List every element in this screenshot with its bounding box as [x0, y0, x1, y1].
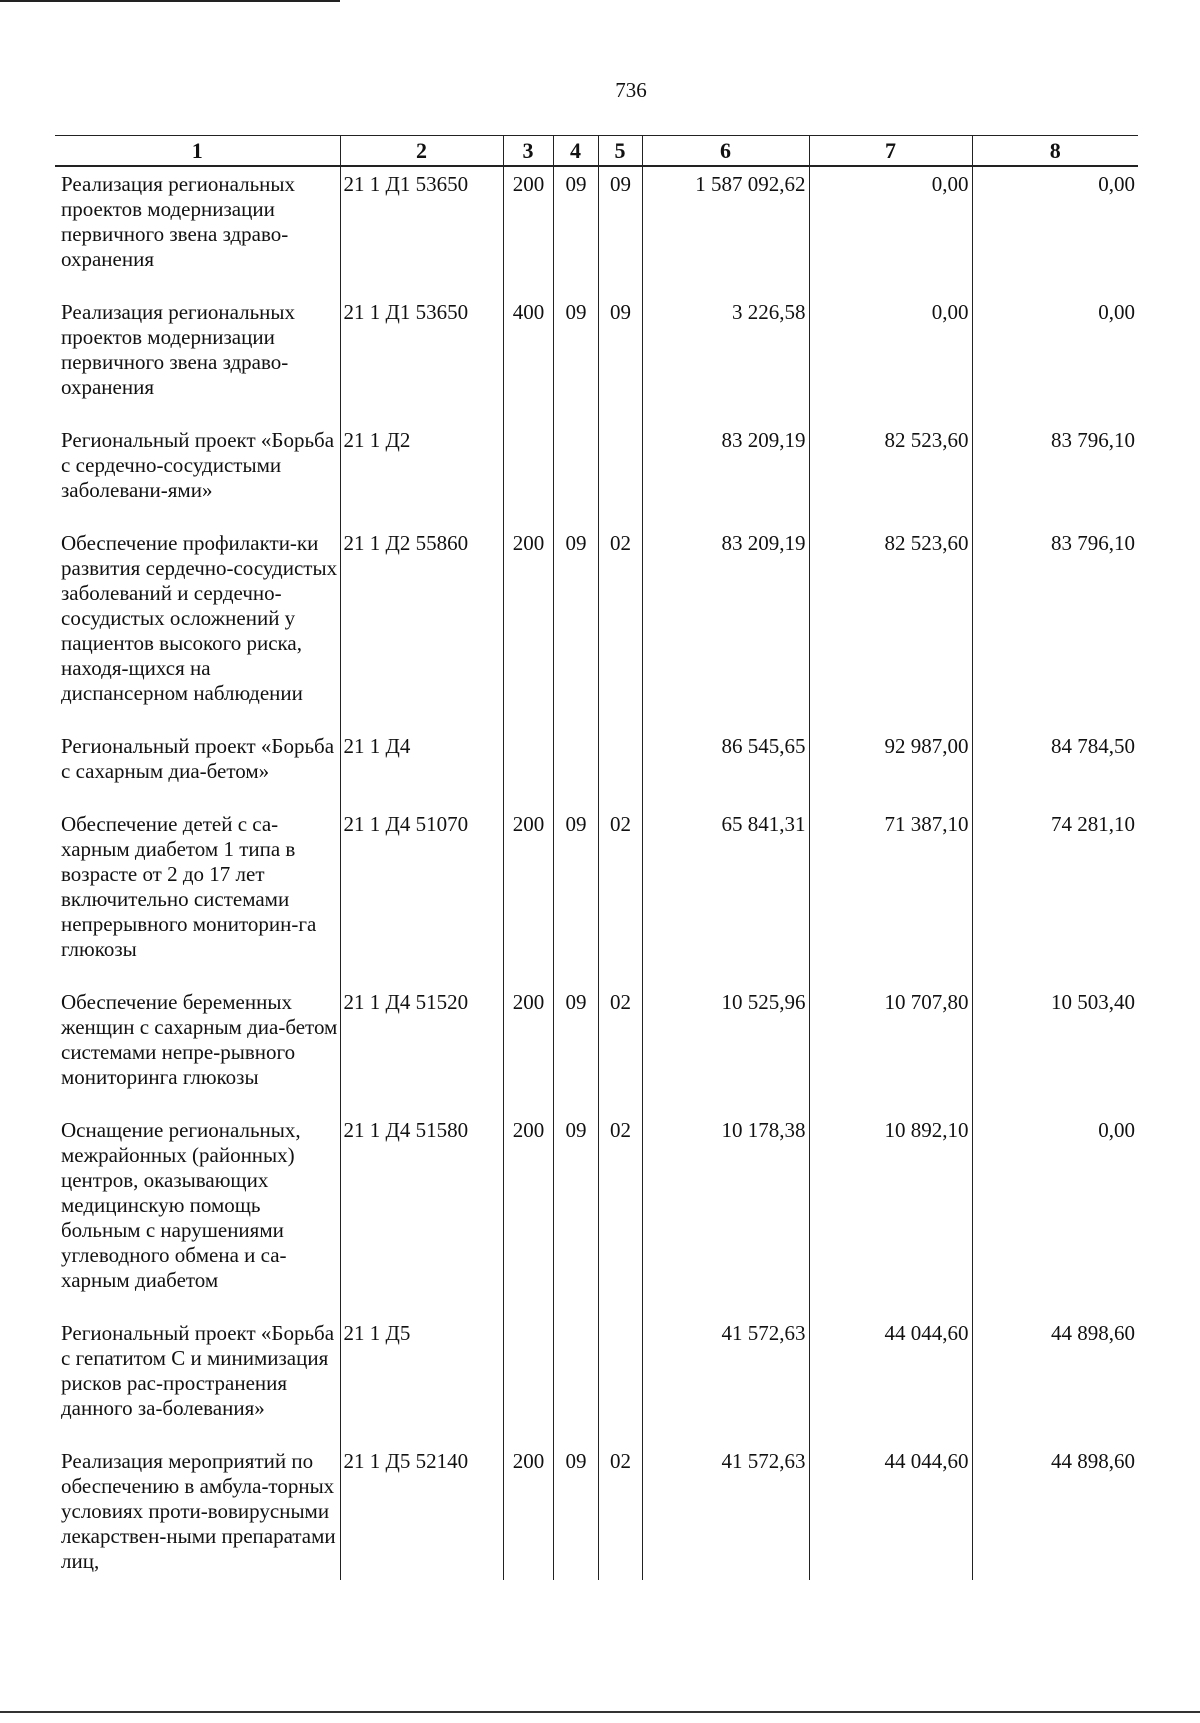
row-name: Реализация мероприятий по обеспечению в амбула-торных условиях проти-вовирусными лекарствен-ными препаратами лиц, — [61, 1449, 336, 1573]
row-code: 21 1 Д2 — [340, 422, 503, 525]
row-col8: 83 796,10 — [972, 525, 1138, 728]
row-col3 — [503, 422, 553, 525]
row-code: 21 1 Д1 53650 — [340, 166, 503, 294]
budget-table — [55, 135, 1138, 1580]
row-col6: 10 525,96 — [642, 984, 809, 1112]
row-col6: 10 178,38 — [642, 1112, 809, 1315]
row-col5: 02 — [598, 1443, 642, 1580]
table-header-row — [55, 136, 1138, 167]
row-col4: 09 — [553, 1112, 598, 1315]
row-name: Оснащение региональных, межрайонных (районных) центров, оказывающих медицинскую помощь больным с нарушениями углеводного обмена и са-харным диабетом — [61, 1118, 301, 1292]
table-row — [55, 422, 1138, 525]
row-col4: 09 — [553, 806, 598, 984]
column-header-2: 2 — [340, 136, 503, 167]
row-col6: 65 841,31 — [642, 806, 809, 984]
row-col6: 41 572,63 — [642, 1443, 809, 1580]
row-col6: 86 545,65 — [642, 728, 809, 806]
column-header-3: 3 — [503, 136, 553, 167]
row-col6: 3 226,58 — [642, 294, 809, 422]
row-col3: 200 — [503, 984, 553, 1112]
row-code: 21 1 Д5 — [340, 1315, 503, 1443]
row-col3: 200 — [503, 166, 553, 294]
row-col3 — [503, 1315, 553, 1443]
row-code: 21 1 Д5 52140 — [340, 1443, 503, 1580]
row-col3: 200 — [503, 806, 553, 984]
row-col5: 09 — [598, 166, 642, 294]
row-code: 21 1 Д4 51070 — [340, 806, 503, 984]
row-col7: 44 044,60 — [809, 1315, 972, 1443]
row-col8: 0,00 — [972, 294, 1138, 422]
table-row — [55, 984, 1138, 1112]
table-row — [55, 1112, 1138, 1315]
row-col4: 09 — [553, 294, 598, 422]
row-name: Обеспечение беременных женщин с сахарным диа-бетом системами непре-рывного мониторинга глюкозы — [61, 990, 338, 1089]
row-col6: 83 209,19 — [642, 525, 809, 728]
row-col8: 44 898,60 — [972, 1315, 1138, 1443]
row-name: Реализация региональных проектов модернизации первичного звена здраво-охранения — [61, 172, 296, 271]
row-col3: 400 — [503, 294, 553, 422]
table-row — [55, 1315, 1138, 1443]
row-col6: 41 572,63 — [642, 1315, 809, 1443]
row-col7: 10 707,80 — [809, 984, 972, 1112]
row-col8: 74 281,10 — [972, 806, 1138, 984]
row-col5 — [598, 422, 642, 525]
column-header-7: 7 — [809, 136, 972, 167]
table-row — [55, 294, 1138, 422]
table-row — [55, 728, 1138, 806]
row-col5: 02 — [598, 806, 642, 984]
column-header-6: 6 — [642, 136, 809, 167]
table-row — [55, 806, 1138, 984]
row-col7: 82 523,60 — [809, 422, 972, 525]
row-col5 — [598, 1315, 642, 1443]
row-col8: 10 503,40 — [972, 984, 1138, 1112]
row-code: 21 1 Д4 — [340, 728, 503, 806]
row-code: 21 1 Д2 55860 — [340, 525, 503, 728]
row-col5: 02 — [598, 984, 642, 1112]
row-col5: 09 — [598, 294, 642, 422]
row-col7: 44 044,60 — [809, 1443, 972, 1580]
column-header-5: 5 — [598, 136, 642, 167]
row-col7: 0,00 — [809, 166, 972, 294]
row-code: 21 1 Д4 51520 — [340, 984, 503, 1112]
column-header-4: 4 — [553, 136, 598, 167]
row-col6: 1 587 092,62 — [642, 166, 809, 294]
column-header-1: 1 — [55, 136, 340, 167]
row-col4: 09 — [553, 1443, 598, 1580]
row-col5 — [598, 728, 642, 806]
scan-edge-top — [0, 0, 340, 2]
row-col7: 92 987,00 — [809, 728, 972, 806]
row-col4: 09 — [553, 166, 598, 294]
column-header-8: 8 — [972, 136, 1138, 167]
row-col8: 83 796,10 — [972, 422, 1138, 525]
row-col7: 82 523,60 — [809, 525, 972, 728]
row-col4: 09 — [553, 984, 598, 1112]
row-col4: 09 — [553, 525, 598, 728]
row-name: Реализация региональных проектов модернизации первичного звена здраво-охранения — [61, 300, 296, 399]
row-name: Региональный проект «Борьба с сердечно-сосудистыми заболевани-ями» — [61, 428, 335, 502]
row-col7: 71 387,10 — [809, 806, 972, 984]
row-name: Региональный проект «Борьба с гепатитом С и минимизация рисков рас-пространения данного за-болевания» — [61, 1321, 335, 1420]
row-col7: 10 892,10 — [809, 1112, 972, 1315]
row-name: Обеспечение профилакти-ки развития сердечно-сосудистых заболеваний и сердечно-сосудистых осложнений у пациентов высокого риска, находя-щихся на диспансерном наблюдении — [61, 531, 338, 705]
row-col7: 0,00 — [809, 294, 972, 422]
table-row — [55, 525, 1138, 728]
row-col4 — [553, 728, 598, 806]
row-col3 — [503, 728, 553, 806]
row-col8: 44 898,60 — [972, 1443, 1138, 1580]
row-name: Обеспечение детей с са-харным диабетом 1 типа в возрасте от 2 до 17 лет включительно системами непрерывного мониторин-га глюкозы — [61, 812, 317, 961]
row-code: 21 1 Д4 51580 — [340, 1112, 503, 1315]
row-col3: 200 — [503, 1443, 553, 1580]
row-col8: 0,00 — [972, 1112, 1138, 1315]
row-col3: 200 — [503, 525, 553, 728]
row-col4 — [553, 422, 598, 525]
row-col5: 02 — [598, 1112, 642, 1315]
row-col3: 200 — [503, 1112, 553, 1315]
row-code: 21 1 Д1 53650 — [340, 294, 503, 422]
row-col5: 02 — [598, 525, 642, 728]
row-col8: 84 784,50 — [972, 728, 1138, 806]
table-row — [55, 1443, 1138, 1580]
row-name: Региональный проект «Борьба с сахарным диа-бетом» — [61, 734, 335, 783]
scan-edge-bottom — [0, 1711, 1200, 1713]
row-col6: 83 209,19 — [642, 422, 809, 525]
row-col8: 0,00 — [972, 166, 1138, 294]
row-col4 — [553, 1315, 598, 1443]
page-number: 736 — [615, 78, 647, 102]
table-row — [55, 166, 1138, 294]
